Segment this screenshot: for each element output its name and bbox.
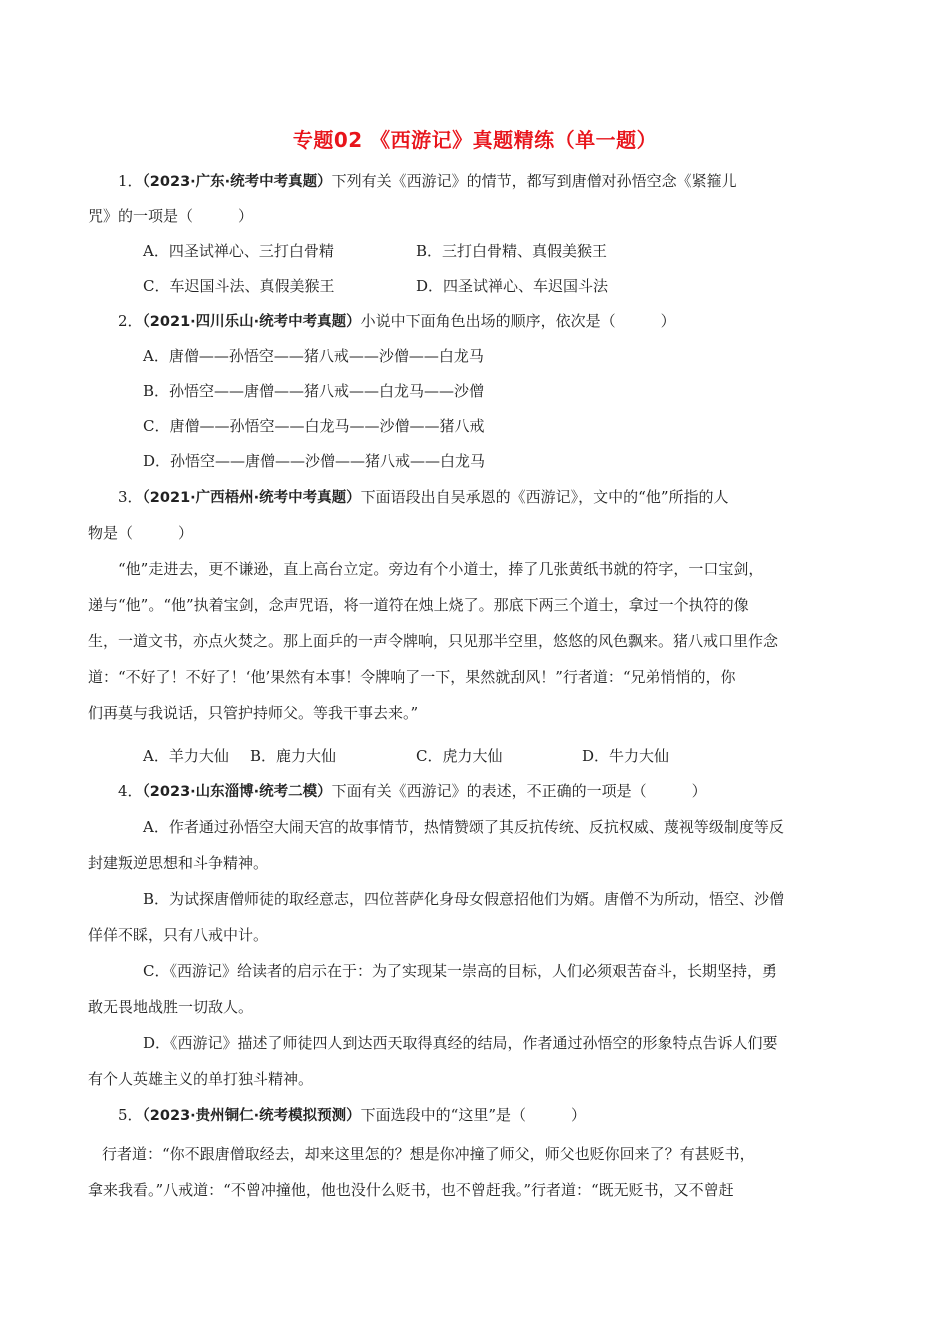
question-source: （2021·广西梧州·统考中考真题） (142, 490, 361, 506)
question-number: 4． (118, 782, 143, 800)
question-4-option-a: A．作者通过孙悟空大闹天宫的故事情节，热情赞颂了其反抗传统、反抗权威、蔑视等级制度等反 (143, 818, 784, 836)
question-4-option-c: C．《西游记》给读者的启示在于：为了实现某一崇高的目标，人们必须艰苦奋斗，长期坚持，勇 (143, 962, 777, 980)
question-4-option-d: D．《西游记》描述了师徒四人到达西天取得真经的结局，作者通过孙悟空的形象特点告诉人们要 (143, 1034, 778, 1052)
question-1-option-d: D．四圣试禅心、车迟国斗法 (416, 277, 609, 295)
passage-line: 道：“不好了！不好了！‘他’果然有本事！令牌响了一下，果然就刮风！”行者道：“兄弟悄悄的，你 (88, 668, 736, 686)
question-3-option-b: B．鹿力大仙 (250, 747, 337, 765)
question-text: 下面语段出自吴承恩的《西游记》，文中的“他”所指的人 (360, 488, 729, 506)
passage-line: 递与“他”。“他”执着宝剑，念声咒语，将一道符在烛上烧了。那底下两三个道士，拿过一个执符的像 (88, 596, 749, 614)
question-3-option-c: C．虎力大仙 (416, 747, 503, 765)
question-2-option-d: D．孙悟空——唐僧——沙僧——猪八戒——白龙马 (143, 452, 486, 470)
question-3-option-a: A．羊力大仙 (143, 747, 229, 765)
passage-line: 行者道：“你不跟唐僧取经去，却来这里怎的？想是你冲撞了师父，师父也贬你回来了？有甚贬书， (102, 1145, 755, 1163)
question-4-option-b-cont: 佯佯不睬，只有八戒中计。 (88, 926, 269, 944)
question-1-option-c: C．车迟国斗法、真假美猴王 (143, 277, 335, 295)
question-1-stem-cont: 咒》的一项是（ ） (88, 207, 254, 225)
question-source: （2023·山东淄博·统考二模） (142, 784, 332, 800)
question-source: （2023·广东·统考中考真题） (142, 174, 332, 190)
question-number: 2． (118, 312, 143, 330)
question-number: 1． (118, 172, 143, 190)
question-text: 下面有关《西游记》的表述，不正确的一项是（ ） (331, 782, 707, 800)
document-title: 专题02 《西游记》真题精练（单一题） (292, 128, 658, 152)
passage-line: 拿来我看。”八戒道：“不曾冲撞他，他也没什么贬书，也不曾赶我。”行者道：“既无贬书，又不曾赶 (88, 1181, 734, 1199)
question-1-stem (118, 170, 737, 193)
passage-line: 们再莫与我说话，只管护持师父。等我干事去来。” (88, 704, 419, 722)
question-3-stem-cont: 物是（ ） (88, 524, 194, 542)
question-2-option-b: B．孙悟空——唐僧——猪八戒——白龙马——沙僧 (143, 382, 485, 400)
question-4-stem (118, 780, 707, 803)
question-4-option-d-cont: 有个人英雄主义的单打独斗精神。 (88, 1070, 314, 1088)
question-2-stem (118, 310, 676, 333)
question-4-option-c-cont: 敢无畏地战胜一切敌人。 (88, 998, 254, 1016)
question-3-option-d: D．牛力大仙 (582, 747, 670, 765)
question-1-option-b: B．三打白骨精、真假美猴王 (416, 242, 608, 260)
question-text: 下面选段中的“这里”是（ ） (360, 1106, 587, 1124)
question-5-stem (118, 1104, 586, 1127)
question-text: 小说中下面角色出场的顺序，依次是（ ） (360, 312, 676, 330)
question-source: （2021·四川乐山·统考中考真题） (142, 314, 361, 330)
passage-line: “他”走进去，更不谦逊，直上高台立定。旁边有个小道士，捧了几张黄纸书就的符字，一口宝剑， (118, 560, 764, 578)
question-3-stem (118, 486, 729, 509)
question-1-option-a: A．四圣试禅心、三打白骨精 (143, 242, 334, 260)
question-4-option-a-cont: 封建叛逆思想和斗争精神。 (88, 854, 269, 872)
passage-line: 生，一道文书，亦点火焚之。那上面乒的一声令牌响，只见那半空里，悠悠的风色飘来。猪八戒口里作念 (88, 632, 779, 650)
question-number: 3． (118, 488, 143, 506)
question-number: 5． (118, 1106, 143, 1124)
question-text: 下列有关《西游记》的情节，都写到唐僧对孙悟空念《紧箍儿 (331, 172, 737, 190)
question-2-option-c: C．唐僧——孙悟空——白龙马——沙僧——猪八戒 (143, 417, 485, 435)
question-4-option-b: B．为试探唐僧师徒的取经意志，四位菩萨化身母女假意招他们为婿。唐僧不为所动，悟空、沙僧 (143, 890, 785, 908)
question-source: （2023·贵州铜仁·统考模拟预测） (142, 1108, 361, 1124)
question-2-option-a: A．唐僧——孙悟空——猪八戒——沙僧——白龙马 (143, 347, 484, 365)
